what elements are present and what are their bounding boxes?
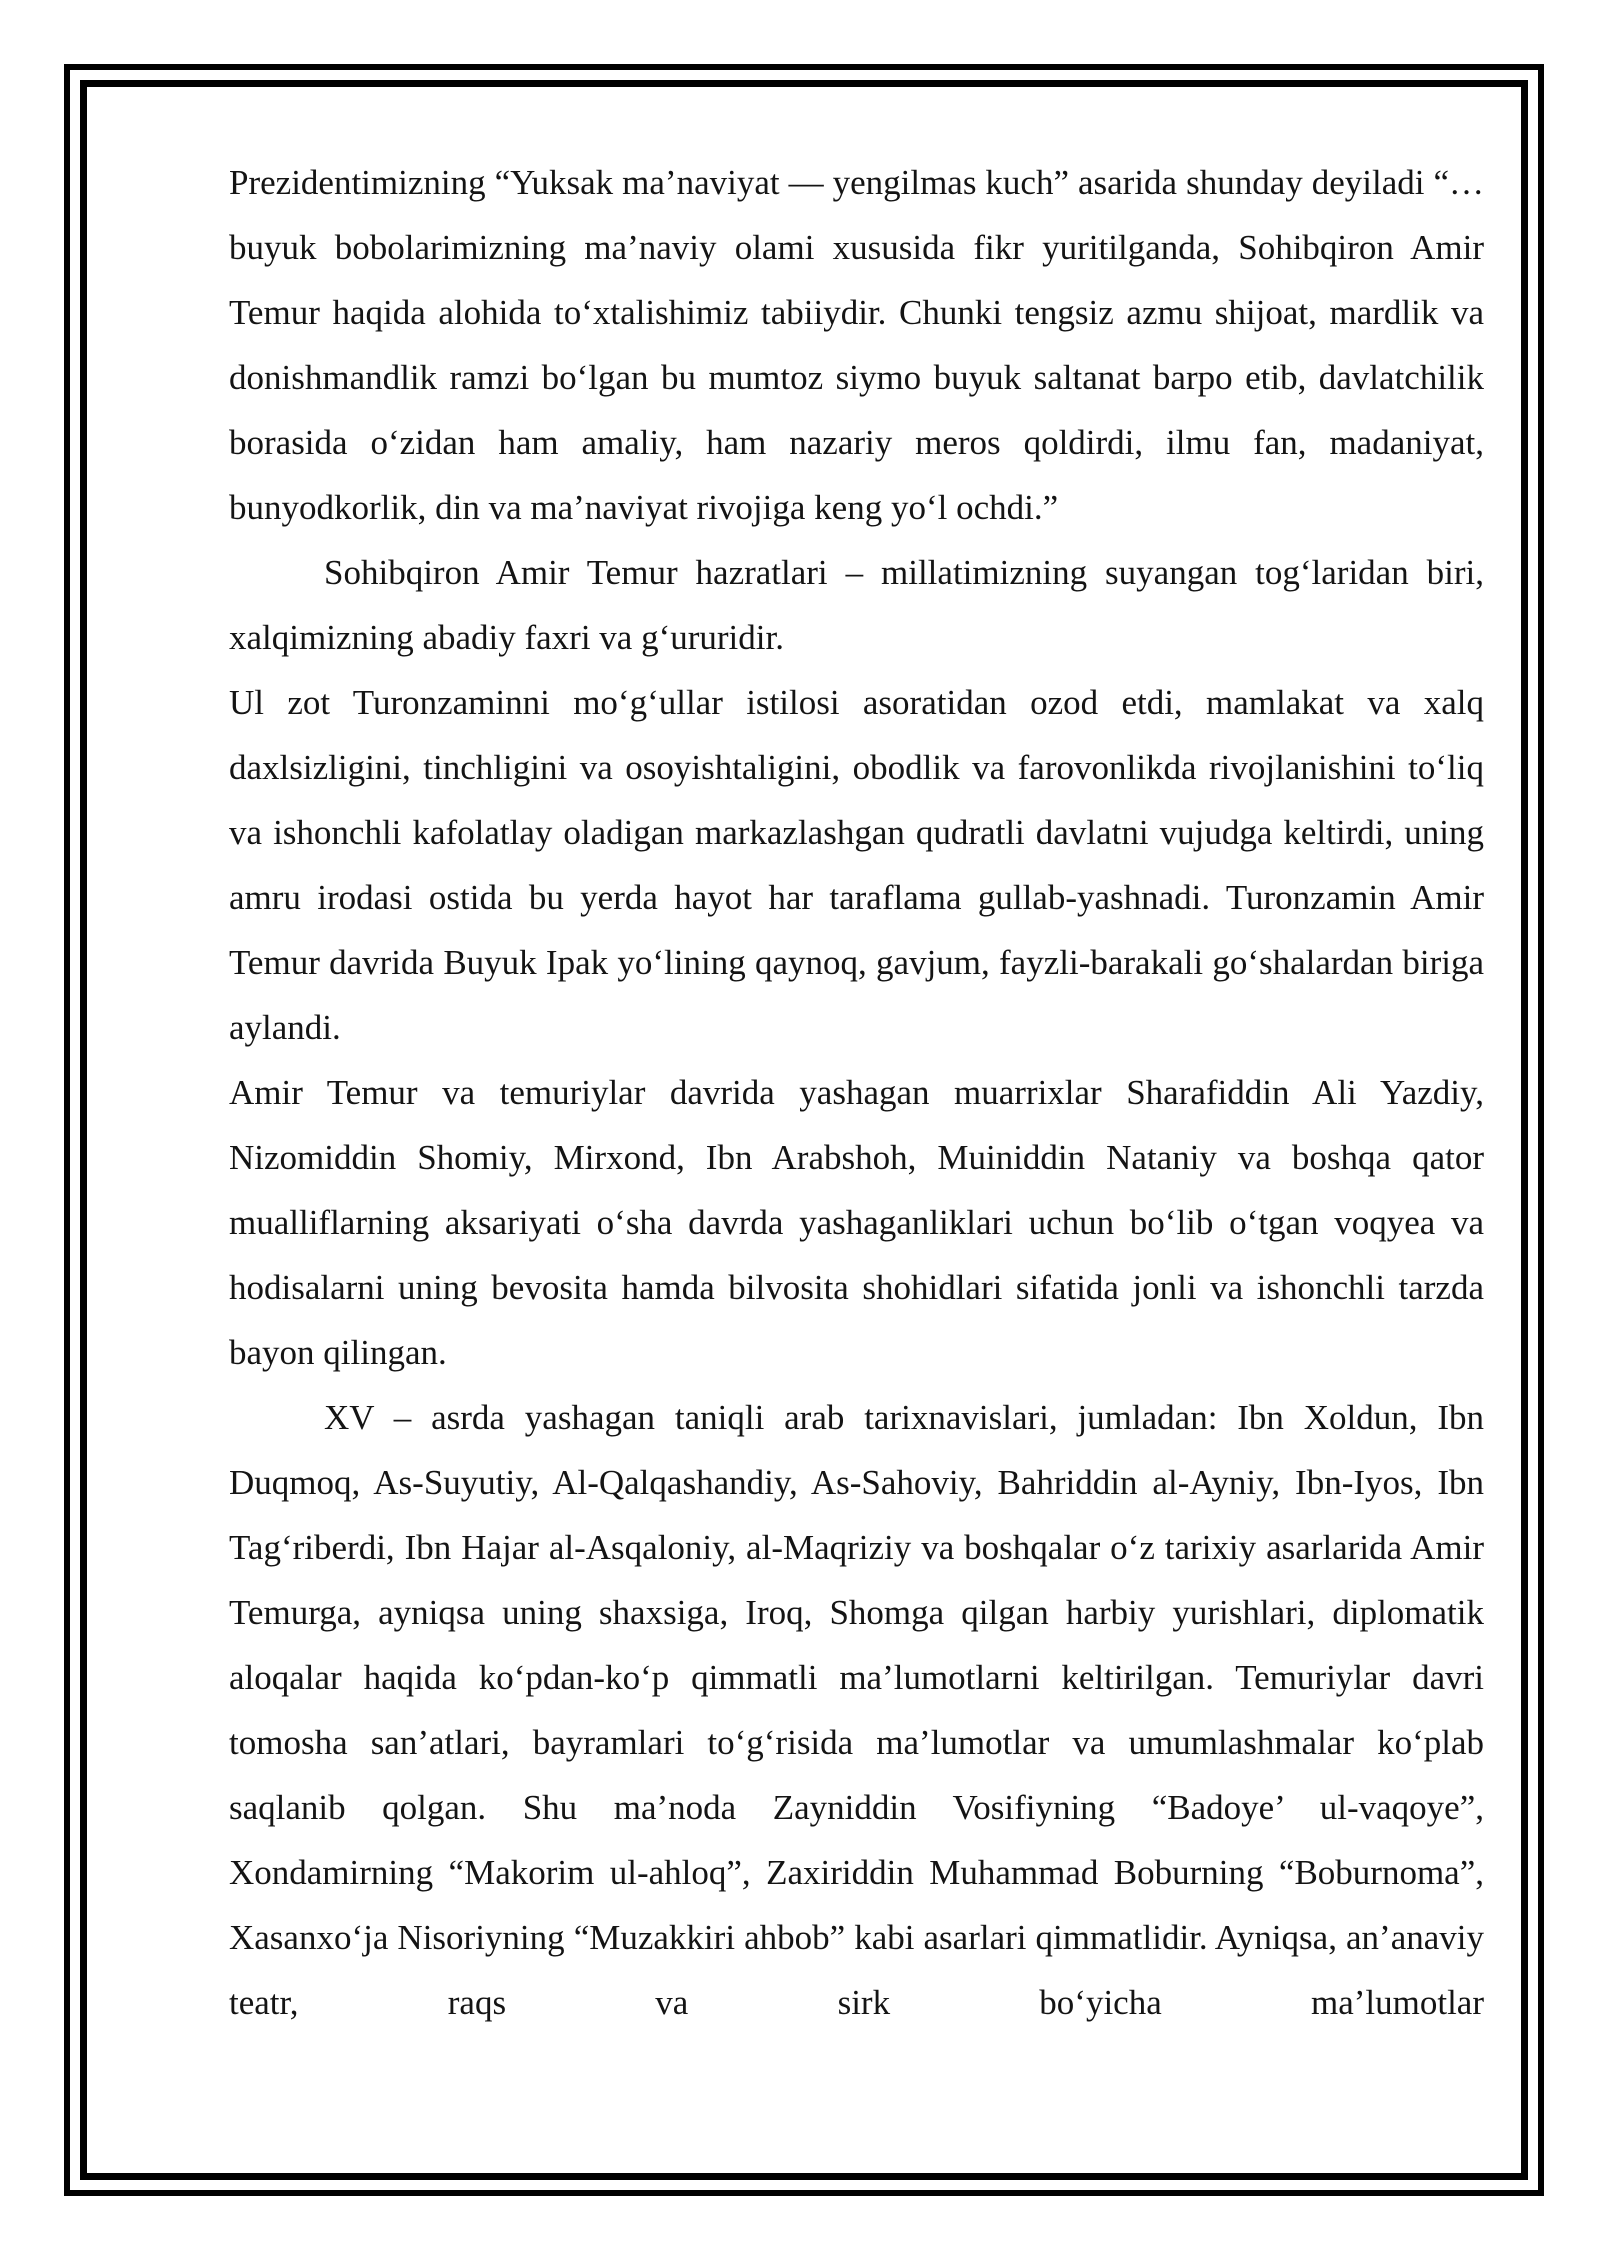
paragraph-amir-temur-pride: Sohibqiron Amir Temur hazratlari – millatimizning suyangan tog‘laridan biri, xalqimizning abadiy faxri va g‘ururidir. <box>229 553 1484 657</box>
paragraph-arab-historians: XV – asrda yashagan taniqli arab tarixnavislari, jumladan: Ibn Xoldun, Ibn Duqmoq, As-Suyutiy, Al-Qalqashandiy, As-Sahoviy, Bahriddin al-Ayniy, Ibn-Iyos, Ibn Tag‘riberdi, Ibn Hajar al-Asqaloniy, al-Maqriziy va boshqalar o‘z tarixiy asarlarida Amir Temurga, ayniqsa uning shaxsiga, Iroq, Shomga qilgan harbiy yurishlari, diplomatik aloqalar haqida ko‘pdan-ko‘p qimmatli ma’lumotlarni keltirilgan. Temuriylar davri tomosha san’atlari, bayramlari to‘g‘risida ma’lumotlar va umumlashmalar ko‘plab saqlanib qolgan. Shu ma’noda Zayniddin Vosifiyning “Badoye’ ul-vaqoye”, Xondamirning “Makorim ul-ahloq”, Zaxiriddin Muhammad Boburning “Boburnoma”, Xasanxo‘ja Nisoriyning “Muzakkiri ahbob” kabi asarlari qimmatlidir. Ayniqsa, an’anaviy teatr, raqs va sirk bo‘yicha ma’lumotlar <box>229 1398 1484 2022</box>
paragraph-historians: Amir Temur va temuriylar davrida yashagan muarrixlar Sharafiddin Ali Yazdiy, Nizomiddin Shomiy, Mirxond, Ibn Arabshoh, Muiniddin Nataniy va boshqa qator mualliflarning aksariyati o‘sha davrda yashaganliklari uchun bo‘lib o‘tgan voqyea va hodisalarni uning bevosita hamda bilvosita shohidlari sifatida jonli va ishonchli tarzda bayon qilingan. <box>229 1073 1484 1372</box>
paragraph-presidential-quote: Prezidentimizning “Yuksak ma’naviyat — yengilmas kuch” asarida shunday deyiladi “… buyuk bobolarimizning ma’naviy olami xususida fikr yuritilganda, Sohibqiron Amir Temur haqida alohida to‘xtalishimiz tabiiydir. Chunki tengsiz azmu shijoat, mardlik va donishmandlik ramzi bo‘lgan bu mumtoz siymo buyuk saltanat barpo etib, davlatchilik borasida o‘zidan ham amaliy, ham nazariy meros qoldirdi, ilmu fan, madaniyat, bunyodkorlik, din va ma’naviyat rivojiga keng yo‘l ochdi.” <box>229 163 1484 527</box>
paragraph-turonzamin: Ul zot Turonzaminni mo‘g‘ullar istilosi asoratidan ozod etdi, mamlakat va xalq daxlsizligini, tinchligini va osoyishtaligini, obodlik va farovonlikda rivojlanishini to‘liq va ishonchli kafolatlay oladigan markazlashgan qudratli davlatni vujudga keltirdi, uning amru irodasi ostida bu yerda hayot har taraflama gullab-yashnadi. Turonzamin Amir Temur davrida Buyuk Ipak yo‘lining qaynoq, gavjum, fayzli-barakali go‘shalardan biriga aylandi. <box>229 683 1484 1047</box>
document-body <box>229 150 1484 2035</box>
